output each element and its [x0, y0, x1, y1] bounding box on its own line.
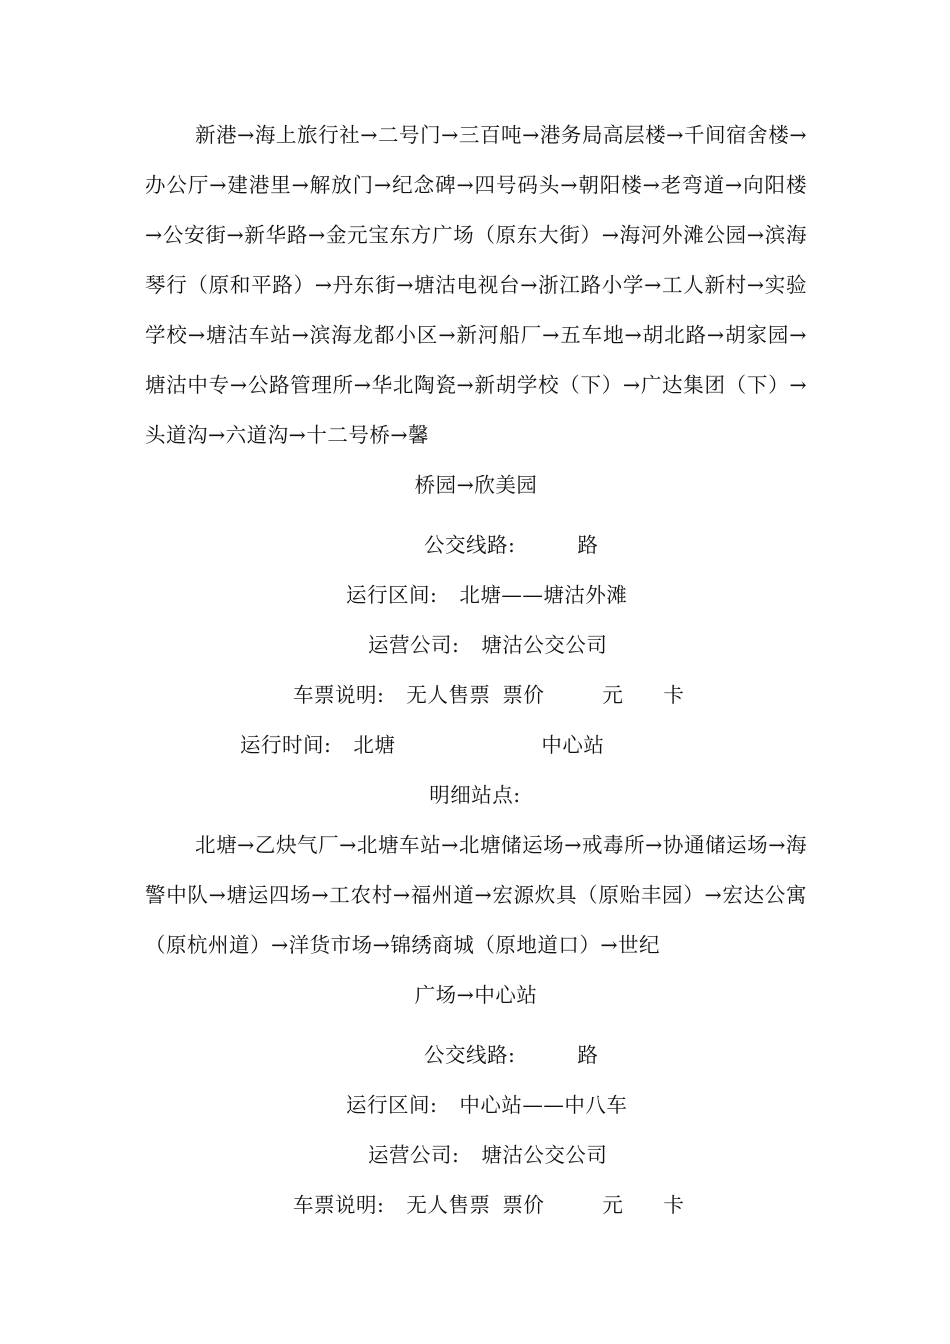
ticket-row-2: [293, 670, 743, 720]
bus-line-suffix: 路: [577, 1043, 599, 1067]
bus-line-label: 公交线路:: [424, 533, 516, 557]
company-label: 运营公司:: [368, 633, 460, 657]
stops-text-tail: 广场→中心站: [414, 983, 538, 1007]
run-time-row-2: [240, 720, 660, 770]
ticket-value: 无人售票: [406, 683, 491, 707]
stops-paragraph-1: [145, 110, 807, 510]
card-label: 卡: [663, 683, 685, 707]
stops-text: 北塘→乙炔气厂→北塘车站→北塘储运场→戒毒所→协通储运场→海警中队→塘运四场→工农村→福州道→宏源炊具（原贻丰园）→宏达公寓（原杭州道）→洋货市场→锦绣商城（原地道口）→世纪: [145, 833, 807, 957]
price-label: 票价: [502, 1193, 545, 1217]
stops-paragraph-2: [145, 820, 807, 1020]
company-row-2: [368, 620, 728, 670]
run-time-start: 北塘: [353, 733, 396, 757]
run-range-label: 运行区间:: [346, 1093, 438, 1117]
company-value: 塘沽公交公司: [481, 1143, 608, 1167]
price-unit: 元: [602, 1193, 624, 1217]
price-unit: 元: [602, 683, 624, 707]
run-time-end: 中心站: [541, 733, 605, 757]
run-range-row-2: [346, 570, 746, 620]
price-label: 票价: [502, 683, 545, 707]
bus-line-row-3: [424, 1030, 684, 1080]
company-label: 运营公司:: [368, 1143, 460, 1167]
run-time-label: 运行时间:: [240, 733, 332, 757]
bus-line-suffix: 路: [577, 533, 599, 557]
run-range-value: 中心站——中八车: [459, 1093, 628, 1117]
run-range-label: 运行区间:: [346, 583, 438, 607]
ticket-label: 车票说明:: [293, 1193, 385, 1217]
run-range-row-3: [346, 1080, 746, 1130]
detail-stops-label: 明细站点:: [429, 783, 521, 807]
company-row-3: [368, 1130, 728, 1180]
stops-text: 新港→海上旅行社→二号门→三百吨→港务局高层楼→千间宿舍楼→办公厅→建港里→解放门→纪念碑→四号码头→朝阳楼→老弯道→向阳楼→公安街→新华路→金元宝东方广场（原东大街）→海河外滩公园→滨海琴行（原和平路）→丹东街→塘沽电视台→浙江路小学→工人新村→实验学校→塘沽车站→滨海龙都小区→新河船厂→五车地→胡北路→胡家园→塘沽中专→公路管理所→华北陶瓷→新胡学校（下）→广达集团（下）→头道沟→六道沟→十二号桥→馨: [145, 123, 807, 447]
bus-line-label: 公交线路:: [424, 1043, 516, 1067]
ticket-row-3: [293, 1180, 743, 1230]
company-value: 塘沽公交公司: [481, 633, 608, 657]
ticket-value: 无人售票: [406, 1193, 491, 1217]
card-label: 卡: [663, 1193, 685, 1217]
bus-line-row-2: [424, 520, 684, 570]
ticket-label: 车票说明:: [293, 683, 385, 707]
stops-text-tail: 桥园→欣美园: [414, 473, 538, 497]
detail-stops-heading: [0, 770, 950, 820]
run-range-value: 北塘——塘沽外滩: [459, 583, 628, 607]
